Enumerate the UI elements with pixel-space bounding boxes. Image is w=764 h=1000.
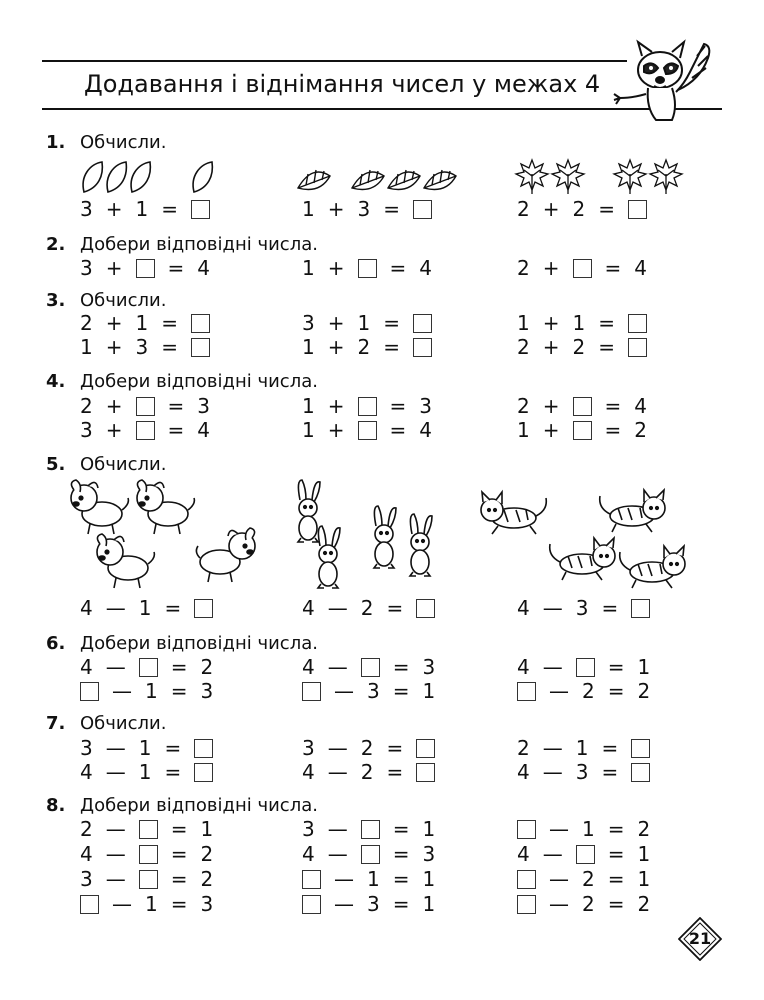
operator: — [112,679,132,703]
number: 1 [135,197,149,221]
operator: + [105,311,123,335]
operator: = [392,679,410,703]
operator: = [389,256,407,280]
answer-box[interactable] [136,421,155,440]
operator: + [327,197,345,221]
number: 1 [302,418,315,442]
exercise-instruction: Добери відповідні числа. [80,795,318,816]
equation-row [517,892,650,916]
equation-row [80,892,213,916]
number: 2 [80,817,93,841]
operator: = [170,892,188,916]
operator: = [167,394,185,418]
answer-box[interactable] [136,259,155,278]
number: 3 [80,867,93,891]
answer-box[interactable] [139,845,158,864]
operator: + [542,418,560,442]
answer-box[interactable] [80,682,99,701]
equation-row [80,867,213,891]
number: 4 [517,760,530,784]
operator: = [607,842,625,866]
number: 4 [197,256,210,280]
operator: + [105,197,123,221]
operator: = [604,256,622,280]
number: 2 [517,736,530,760]
equation-row [302,418,432,442]
operator: = [598,197,615,221]
number: 3 [575,596,589,620]
answer-box[interactable] [191,200,210,219]
answer-box[interactable] [139,820,158,839]
answer-box[interactable] [416,599,435,618]
operator: — [327,760,348,784]
number: 1 [637,655,651,679]
equation-row [302,760,435,784]
equation-row [517,842,650,866]
number: 4 [517,596,530,620]
answer-box[interactable] [573,259,592,278]
number: 1 [422,892,436,916]
page-title: Додавання і віднімання чисел у межах 4 [84,70,601,98]
number: 4 [517,842,530,866]
number: 4 [80,760,93,784]
number: 1 [135,311,149,335]
operator: — [105,736,126,760]
number: 4 [634,256,647,280]
number: 2 [637,892,651,916]
operator: + [542,256,560,280]
operator: = [386,736,404,760]
number: 3 [357,197,371,221]
operator: — [105,760,126,784]
operator: = [598,335,615,359]
equation-row [302,867,435,891]
answer-box[interactable] [302,870,321,889]
answer-box[interactable] [139,658,158,677]
answer-box[interactable] [194,599,213,618]
number: 4 [419,256,432,280]
operator: = [389,418,407,442]
equation-row [80,760,213,784]
raccoon-icon [612,36,720,126]
equation-row [302,679,435,703]
answer-box[interactable] [517,895,536,914]
operator: + [542,197,560,221]
number: 1 [637,842,651,866]
answer-box[interactable] [413,338,432,357]
number: 2 [200,842,214,866]
operator: — [105,596,126,620]
equation-row [80,655,213,679]
equation-row [517,655,650,679]
operator: — [327,817,348,841]
number: 3 [302,736,315,760]
exercise-instruction: Добери відповідні числа. [80,633,318,654]
number: 1 [422,867,436,891]
operator: + [327,256,345,280]
operator: = [170,679,188,703]
answer-box[interactable] [413,314,432,333]
number: 1 [517,418,530,442]
number: 3 [197,394,210,418]
operator: — [542,760,563,784]
number: 2 [634,418,647,442]
answer-box[interactable] [416,763,435,782]
title-top-rule [42,60,627,62]
number: 2 [360,596,374,620]
exercise-number: 8. [46,795,66,816]
number: 2 [80,311,93,335]
number: 1 [302,335,315,359]
operator: + [327,394,345,418]
operator: — [334,679,354,703]
answer-box[interactable] [358,259,377,278]
number: 1 [357,311,371,335]
operator: = [164,596,182,620]
answer-box[interactable] [358,397,377,416]
equation-row [302,736,435,760]
operator: = [604,394,622,418]
number: 4 [419,418,432,442]
number: 1 [422,679,436,703]
operator: = [383,197,400,221]
operator: — [542,842,563,866]
answer-box[interactable] [517,820,536,839]
answer-box[interactable] [136,397,155,416]
number: 2 [572,335,586,359]
number: 4 [302,760,315,784]
equation-row [517,335,647,359]
operator: = [604,418,622,442]
number: 4 [80,596,93,620]
equation-row [302,596,435,620]
number: 1 [582,817,595,841]
number: 1 [80,335,93,359]
operator: = [392,842,410,866]
exercise-instruction: Обчисли. [80,713,167,734]
number: 3 [367,679,380,703]
number: 2 [360,736,374,760]
answer-box[interactable] [194,739,213,758]
number: 1 [138,760,152,784]
exercise-number: 7. [46,713,66,734]
number: 4 [302,596,315,620]
answer-box[interactable] [573,421,592,440]
operator: = [389,394,407,418]
equation-row [80,418,210,442]
operator: + [105,335,123,359]
operator: = [601,760,619,784]
exercise-number: 2. [46,234,66,255]
answer-box[interactable] [191,338,210,357]
equation-row [302,817,435,841]
number: 2 [360,760,374,784]
number: 2 [80,394,93,418]
page-number-badge [678,917,722,961]
number: 2 [582,892,595,916]
operator: — [105,842,126,866]
equation-row [517,679,650,703]
number: 4 [302,842,315,866]
number: 1 [138,736,152,760]
maple-leaf-icon [514,156,690,194]
equation-row [80,842,213,866]
number: 4 [80,655,93,679]
operator: + [327,335,345,359]
exercise-number: 3. [46,290,66,311]
equation-row [80,679,213,703]
operator: = [386,596,404,620]
number: 2 [200,867,214,891]
operator: = [161,311,178,335]
operator: — [327,596,348,620]
number: 1 [367,867,380,891]
leaf-icon [80,160,170,194]
number: 1 [302,394,315,418]
number: 3 [80,736,93,760]
number: 3 [80,418,93,442]
number: 1 [575,736,589,760]
operator: + [542,311,560,335]
equation-row [302,197,432,221]
operator: + [327,418,345,442]
equation-row [517,311,647,335]
answer-box[interactable] [416,739,435,758]
operator: = [392,867,410,891]
operator: — [549,892,569,916]
operator: = [607,679,625,703]
number: 3 [200,679,214,703]
number: 4 [634,394,647,418]
answer-box[interactable] [631,739,650,758]
operator: — [549,817,569,841]
operator: = [607,817,625,841]
number: 3 [80,197,93,221]
number: 2 [582,679,595,703]
kitten-icon [470,484,694,596]
equation-row [302,311,432,335]
equation-row [80,197,210,221]
number: 3 [422,655,436,679]
equation-row [302,842,435,866]
operator: — [542,736,563,760]
answer-box[interactable] [631,763,650,782]
operator: = [392,655,410,679]
answer-box[interactable] [413,200,432,219]
operator: = [170,817,188,841]
number: 3 [135,335,149,359]
operator: — [327,842,348,866]
operator: + [105,418,123,442]
number: 3 [367,892,380,916]
exercise-instruction: Добери відповідні числа. [80,371,318,392]
number: 2 [517,394,530,418]
equation-row [80,596,213,620]
operator: = [383,311,400,335]
number: 3 [80,256,93,280]
number: 3 [575,760,589,784]
number: 4 [197,418,210,442]
exercise-instruction: Добери відповідні числа. [80,234,318,255]
number: 3 [302,817,315,841]
operator: + [542,394,560,418]
number: 1 [517,311,530,335]
operator: — [542,596,563,620]
operator: = [161,335,178,359]
number: 2 [572,197,586,221]
number: 2 [200,655,214,679]
exercise-number: 6. [46,633,66,654]
puppy-icon [64,474,284,594]
number: 2 [517,335,530,359]
equation-row [302,892,435,916]
answer-box[interactable] [573,397,592,416]
operator: = [170,867,188,891]
number: 1 [302,256,315,280]
answer-box[interactable] [517,870,536,889]
operator: = [386,760,404,784]
operator: — [334,892,354,916]
answer-box[interactable] [191,314,210,333]
answer-box[interactable] [628,338,647,357]
operator: — [105,867,126,891]
equation-row [517,418,647,442]
equation-row [517,394,647,418]
operator: — [542,655,563,679]
operator: = [392,817,410,841]
exercise-number: 5. [46,454,66,475]
equation-row [517,760,650,784]
answer-box[interactable] [361,820,380,839]
operator: = [167,256,185,280]
operator: = [167,418,185,442]
equation-row [80,311,210,335]
operator: — [334,867,354,891]
operator: — [112,892,132,916]
operator: + [105,394,123,418]
equation-row [517,817,650,841]
equation-row [517,596,650,620]
leaf-icon [190,160,220,194]
answer-box[interactable] [302,682,321,701]
number: 3 [200,892,214,916]
operator: — [549,867,569,891]
operator: = [607,892,625,916]
answer-box[interactable] [628,314,647,333]
number: 4 [517,655,530,679]
exercise-number: 4. [46,371,66,392]
number: 1 [200,817,214,841]
operator: = [170,842,188,866]
exercise-instruction: Обчисли. [80,290,167,311]
number: 4 [302,655,315,679]
operator: = [392,892,410,916]
equation-row [517,867,650,891]
number: 3 [419,394,432,418]
equation-row [302,335,432,359]
answer-box[interactable] [302,895,321,914]
equation-row [80,335,210,359]
number: 1 [637,867,651,891]
answer-box[interactable] [631,599,650,618]
operator: — [327,736,348,760]
number: 2 [637,817,651,841]
number: 1 [145,892,158,916]
answer-box[interactable] [361,845,380,864]
answer-box[interactable] [80,895,99,914]
number: 1 [138,596,152,620]
operator: = [601,736,619,760]
operator: — [549,679,569,703]
answer-box[interactable] [517,682,536,701]
operator: = [164,736,182,760]
number: 2 [517,256,530,280]
number: 1 [145,679,158,703]
answer-box[interactable] [576,658,595,677]
equation-row [80,817,213,841]
number: 4 [80,842,93,866]
equation-row [517,197,647,221]
equation-row [80,394,210,418]
operator: = [164,760,182,784]
equation-row [517,736,650,760]
exercise-instruction: Обчисли. [80,454,167,475]
operator: = [607,867,625,891]
answer-box[interactable] [361,658,380,677]
operator: = [607,655,625,679]
number: 2 [517,197,530,221]
chestnut-leaf-icon [294,160,464,194]
operator: = [601,596,619,620]
operator: = [170,655,188,679]
number: 1 [302,197,315,221]
equation-row [80,256,210,280]
equation-row [302,655,435,679]
answer-box[interactable] [139,870,158,889]
number: 2 [582,867,595,891]
operator: = [598,311,615,335]
number: 1 [422,817,436,841]
operator: = [383,335,400,359]
operator: — [105,817,126,841]
equation-row [517,256,647,280]
number: 3 [302,311,315,335]
answer-box[interactable] [628,200,647,219]
number: 3 [422,842,436,866]
answer-box[interactable] [358,421,377,440]
answer-box[interactable] [576,845,595,864]
page-number: 21 [688,929,712,948]
answer-box[interactable] [194,763,213,782]
exercise-number: 1. [46,132,66,153]
number: 2 [357,335,371,359]
operator: — [327,655,348,679]
equation-row [80,736,213,760]
operator: + [327,311,345,335]
operator: + [542,335,560,359]
operator: + [105,256,123,280]
equation-row [302,256,432,280]
operator: = [161,197,178,221]
equation-row [302,394,432,418]
exercise-instruction: Обчисли. [80,132,167,153]
number: 1 [572,311,586,335]
number: 2 [637,679,651,703]
bunny-icon [292,478,452,596]
operator: — [105,655,126,679]
